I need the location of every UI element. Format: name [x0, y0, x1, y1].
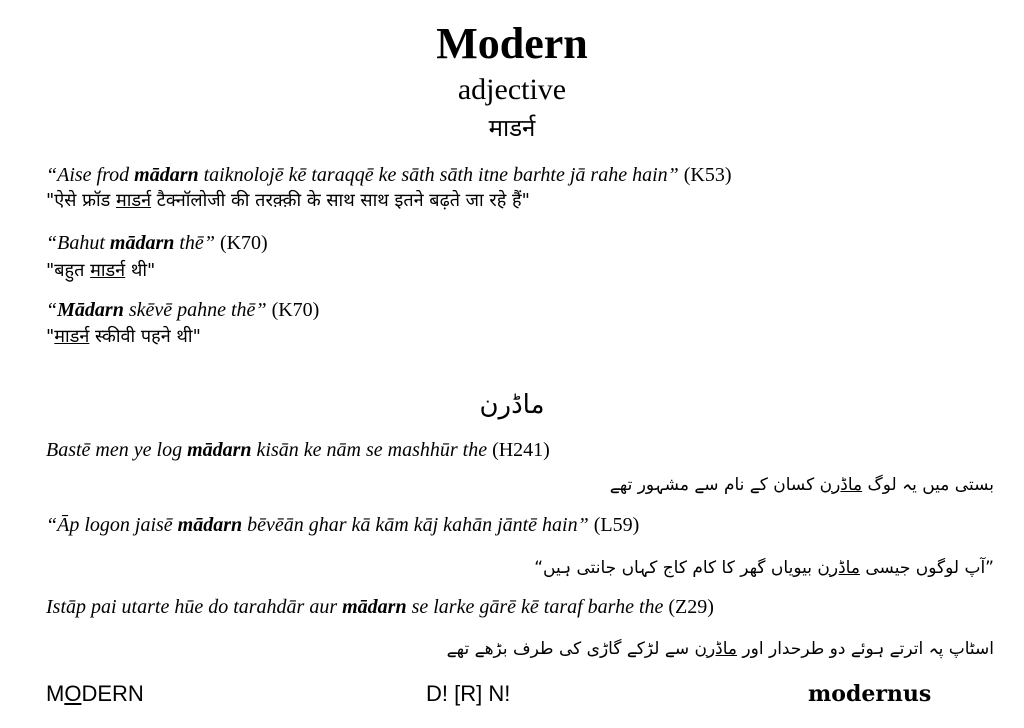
hindi-headword: माडर्न	[488, 114, 536, 142]
keyword: mādarn	[109, 232, 175, 254]
source-ref: (Z29)	[663, 596, 714, 618]
urdu-example-3-text: اسٹاپ پہ اترتے ہوئے دو طرحدار اور ماڈرن سے لڑکے گاڑی کی طرف بڑھے تھے	[446, 639, 994, 659]
footer-etymology: modernus	[808, 681, 932, 707]
source-ref: (H241)	[487, 439, 550, 461]
keyword: mādarn	[342, 596, 407, 618]
footer-headword-stress: MODERN	[46, 681, 144, 706]
urdu-headword: ماڈرن	[479, 390, 545, 420]
part-of-speech: adjective	[457, 73, 567, 106]
source-ref: (K53)	[678, 164, 732, 186]
keyword-underlined: माडर्न	[90, 260, 126, 281]
hindi-example-2-transliteration: “Bahut mādarn thē” (K70)	[46, 232, 268, 254]
source-ref: (K70)	[266, 299, 320, 321]
keyword-underlined: माडर्न	[54, 326, 90, 347]
hindi-example-3-text: "माडर्न स्कीवी पहने थी"	[46, 326, 201, 347]
hindi-example-2-text: "बहुत माडर्न थी"	[46, 260, 156, 281]
keyword-underlined: ماڈرن	[694, 639, 738, 659]
keyword: mādarn	[134, 164, 199, 186]
keyword-underlined: माडर्न	[116, 190, 152, 211]
urdu-example-2-text: ”آپ لوگوں جیسی ماڈرن بیویاں گھر کا کام کاج کہاں جانتی ہیں“	[534, 558, 994, 578]
urdu-example-2-transliteration: “Āp logon jaisē mādarn bēvēān ghar kā kām kāj kahān jāntē hain” (L59)	[46, 514, 640, 536]
keyword-underlined: ماڈرن	[819, 475, 863, 495]
keyword: mādarn	[177, 514, 243, 536]
source-ref: (K70)	[214, 232, 268, 254]
source-ref: (L59)	[588, 514, 640, 536]
keyword-underlined: ماڈرن	[817, 558, 860, 578]
urdu-example-3-transliteration: Istāp pai utarte hūe do tarahdār aur mādarn se larke gārē kē taraf barhe the (Z29)	[46, 596, 714, 618]
urdu-example-1-transliteration: Bastē men ye log mādarn kisān ke nām se mashhūr the (H241)	[46, 439, 550, 461]
hindi-example-1-transliteration: “Aise frod mādarn taiknolojē kē taraqqē ke sāth sāth itne barhte jā rahe hain” (K53)	[46, 164, 732, 186]
urdu-example-1-text: بستی میں یہ لوگ ماڈرن کسان کے نام سے مشہور تھے	[609, 475, 994, 495]
headword: Modern	[436, 19, 588, 68]
footer-phonetic: D! [R] N!	[426, 681, 511, 706]
keyword: Mādarn	[57, 299, 124, 321]
stressed-letter: O	[64, 681, 82, 706]
hindi-example-3-transliteration: “Mādarn skēvē pahne thē” (K70)	[46, 299, 320, 321]
keyword: mādarn	[187, 439, 252, 461]
hindi-example-1-text: "ऐसे फ्रॉड माडर्न टैक्नॉलोजी की तरक़्क़ी के साथ साथ इतने बढ़ते जा रहे हैं"	[46, 190, 530, 211]
